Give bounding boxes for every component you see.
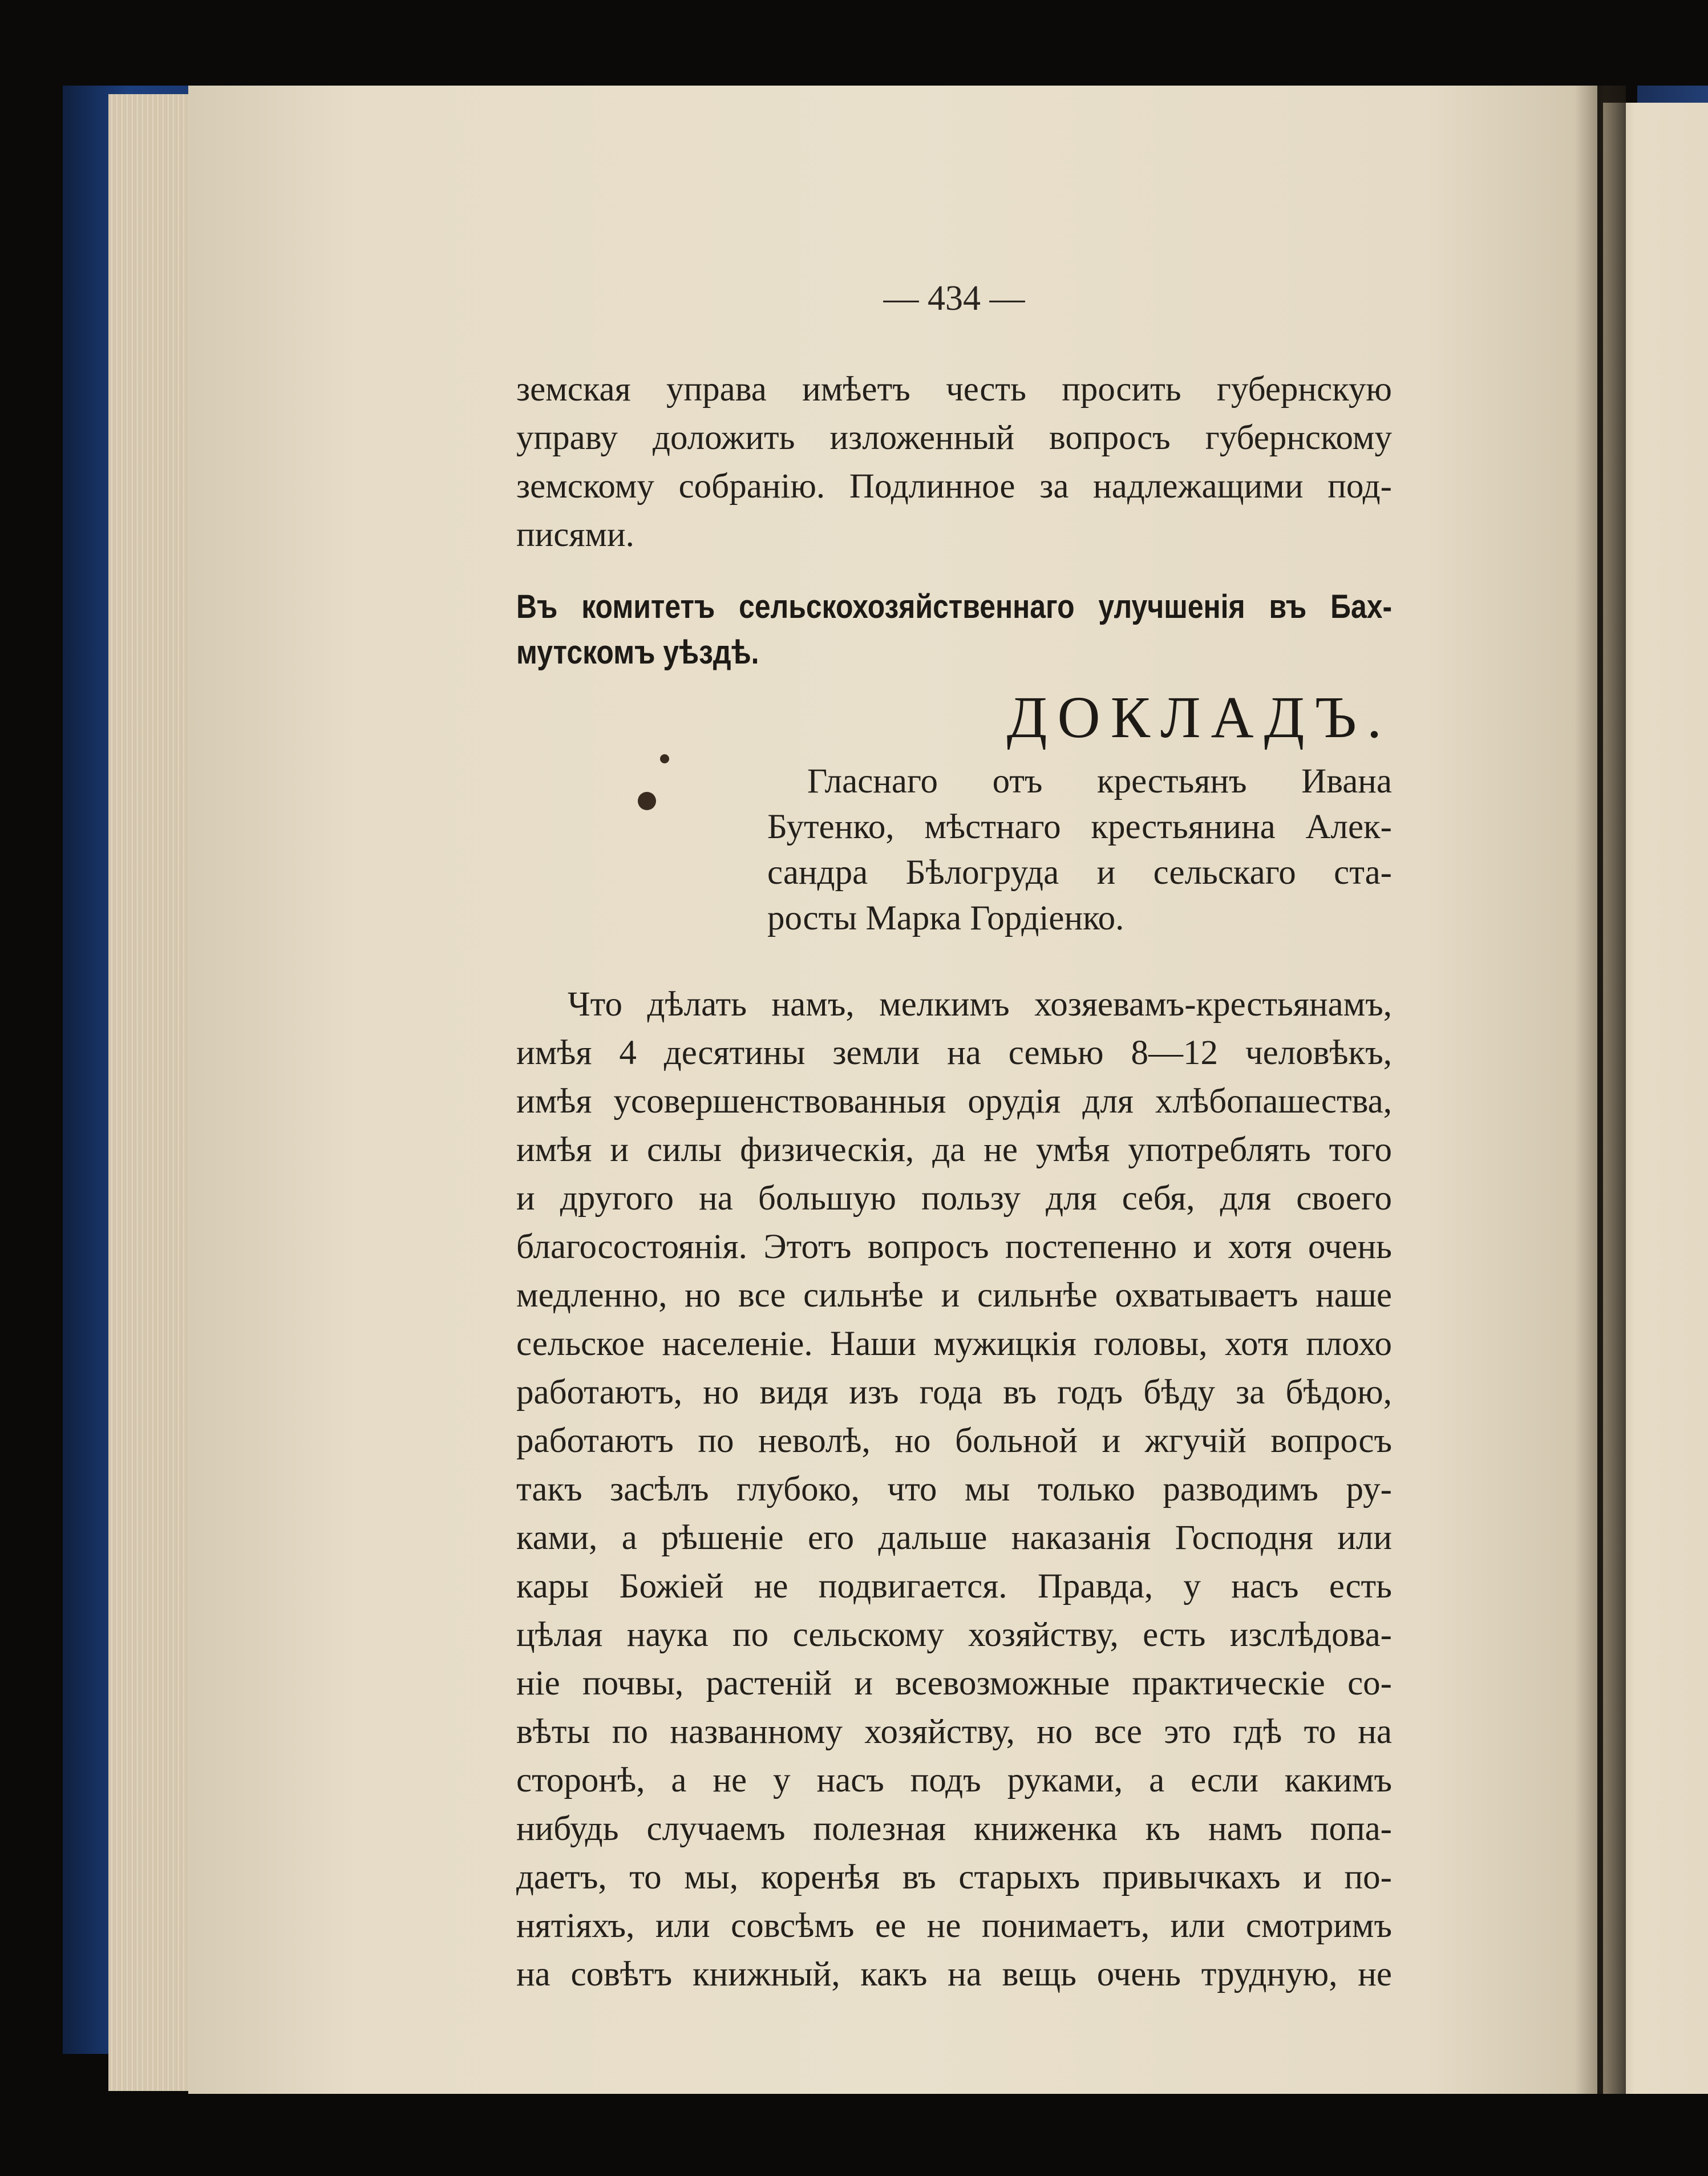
page-gutter-shadow (1575, 86, 1626, 2094)
body-line: цѣлая наука по сельскому хозяйству, есть изслѣдова- (516, 1616, 1392, 1654)
authors-paragraph (767, 759, 1392, 941)
body-line: сельское населеніе. Наши мужицкія головы, хотя плохо (516, 1325, 1392, 1363)
ink-spot (638, 792, 656, 810)
intro-line: земскому собранію. Подлинное за надлежащими под- (516, 467, 1392, 505)
body-line: нибудь случаемъ полезная книженка къ намъ попа- (516, 1810, 1392, 1848)
ink-spot (660, 754, 669, 763)
body-line: ніе почвы, растеній и всевозможные практическіе со- (516, 1664, 1392, 1702)
body-line: имѣя усовершенствованныя орудія для хлѣбопашества, (516, 1082, 1392, 1121)
body-line: нятіяхъ, или совсѣмъ ее не понимаетъ, или смотримъ (516, 1907, 1392, 1945)
body-line: вѣты по названному хозяйству, но все это гдѣ то на (516, 1713, 1392, 1751)
body-line: имѣя 4 десятины земли на семью 8—12 человѣкъ, (516, 1034, 1392, 1072)
text-block (516, 365, 1392, 1999)
author-line: сандра Бѣлогруда и сельскаго ста- (767, 854, 1392, 892)
body-line: кары Божіей не подвигается. Правда, у насъ есть (516, 1567, 1392, 1605)
body-line: сторонѣ, а не у насъ подъ руками, а если какимъ (516, 1761, 1392, 1799)
document-title: ДОКЛАДЪ. (1006, 685, 1392, 750)
body-line: работаютъ, но видя изъ года въ годъ бѣду за бѣдою, (516, 1373, 1392, 1411)
section-heading (516, 584, 1392, 676)
body-line: ками, а рѣшеніе его дальше наказанія Господня или (516, 1519, 1392, 1557)
intro-paragraph (516, 365, 1392, 559)
intro-line: земская управа имѣетъ честь просить губернскую (516, 370, 1392, 408)
page-number: — 434 — (883, 279, 1025, 318)
author-line: росты Марка Гордіенко. (767, 899, 1124, 937)
body-line: Что дѣлать намъ, мелкимъ хозяевамъ-крестьянамъ, (568, 985, 1392, 1024)
body-line: медленно, но все сильнѣе и сильнѣе охватываетъ наше (516, 1276, 1392, 1315)
author-line: Бутенко, мѣстнаго крестьянина Алек- (767, 808, 1392, 846)
body-line: благосостоянія. Этотъ вопросъ постепенно и хотя очень (516, 1228, 1392, 1266)
body-paragraph (516, 980, 1392, 1999)
intro-line: управу доложить изложенный вопросъ губернскому (516, 419, 1392, 457)
body-line: имѣя и силы физическія, да не умѣя употреблять того (516, 1131, 1392, 1169)
body-line: на совѣтъ книжный, какъ на вещь очень трудную, не (516, 1955, 1392, 1993)
body-line: даетъ, то мы, коренѣя въ старыхъ привычкахъ и по- (516, 1858, 1392, 1896)
author-line: Гласнаго отъ крестьянъ Ивана (807, 762, 1392, 800)
body-line: такъ засѣлъ глубоко, что мы только разводимъ ру- (516, 1470, 1392, 1508)
body-line: работаютъ по неволѣ, но больной и жгучій вопросъ (516, 1422, 1392, 1460)
intro-line: писями. (516, 516, 634, 554)
heading-line: мутскомъ уѣздѣ. (516, 634, 759, 671)
body-line: и другого на большую пользу для себя, для своего (516, 1179, 1392, 1218)
heading-line: Въ комитетъ сельскохозяйственнаго улучшенія въ Бах- (516, 588, 1393, 625)
